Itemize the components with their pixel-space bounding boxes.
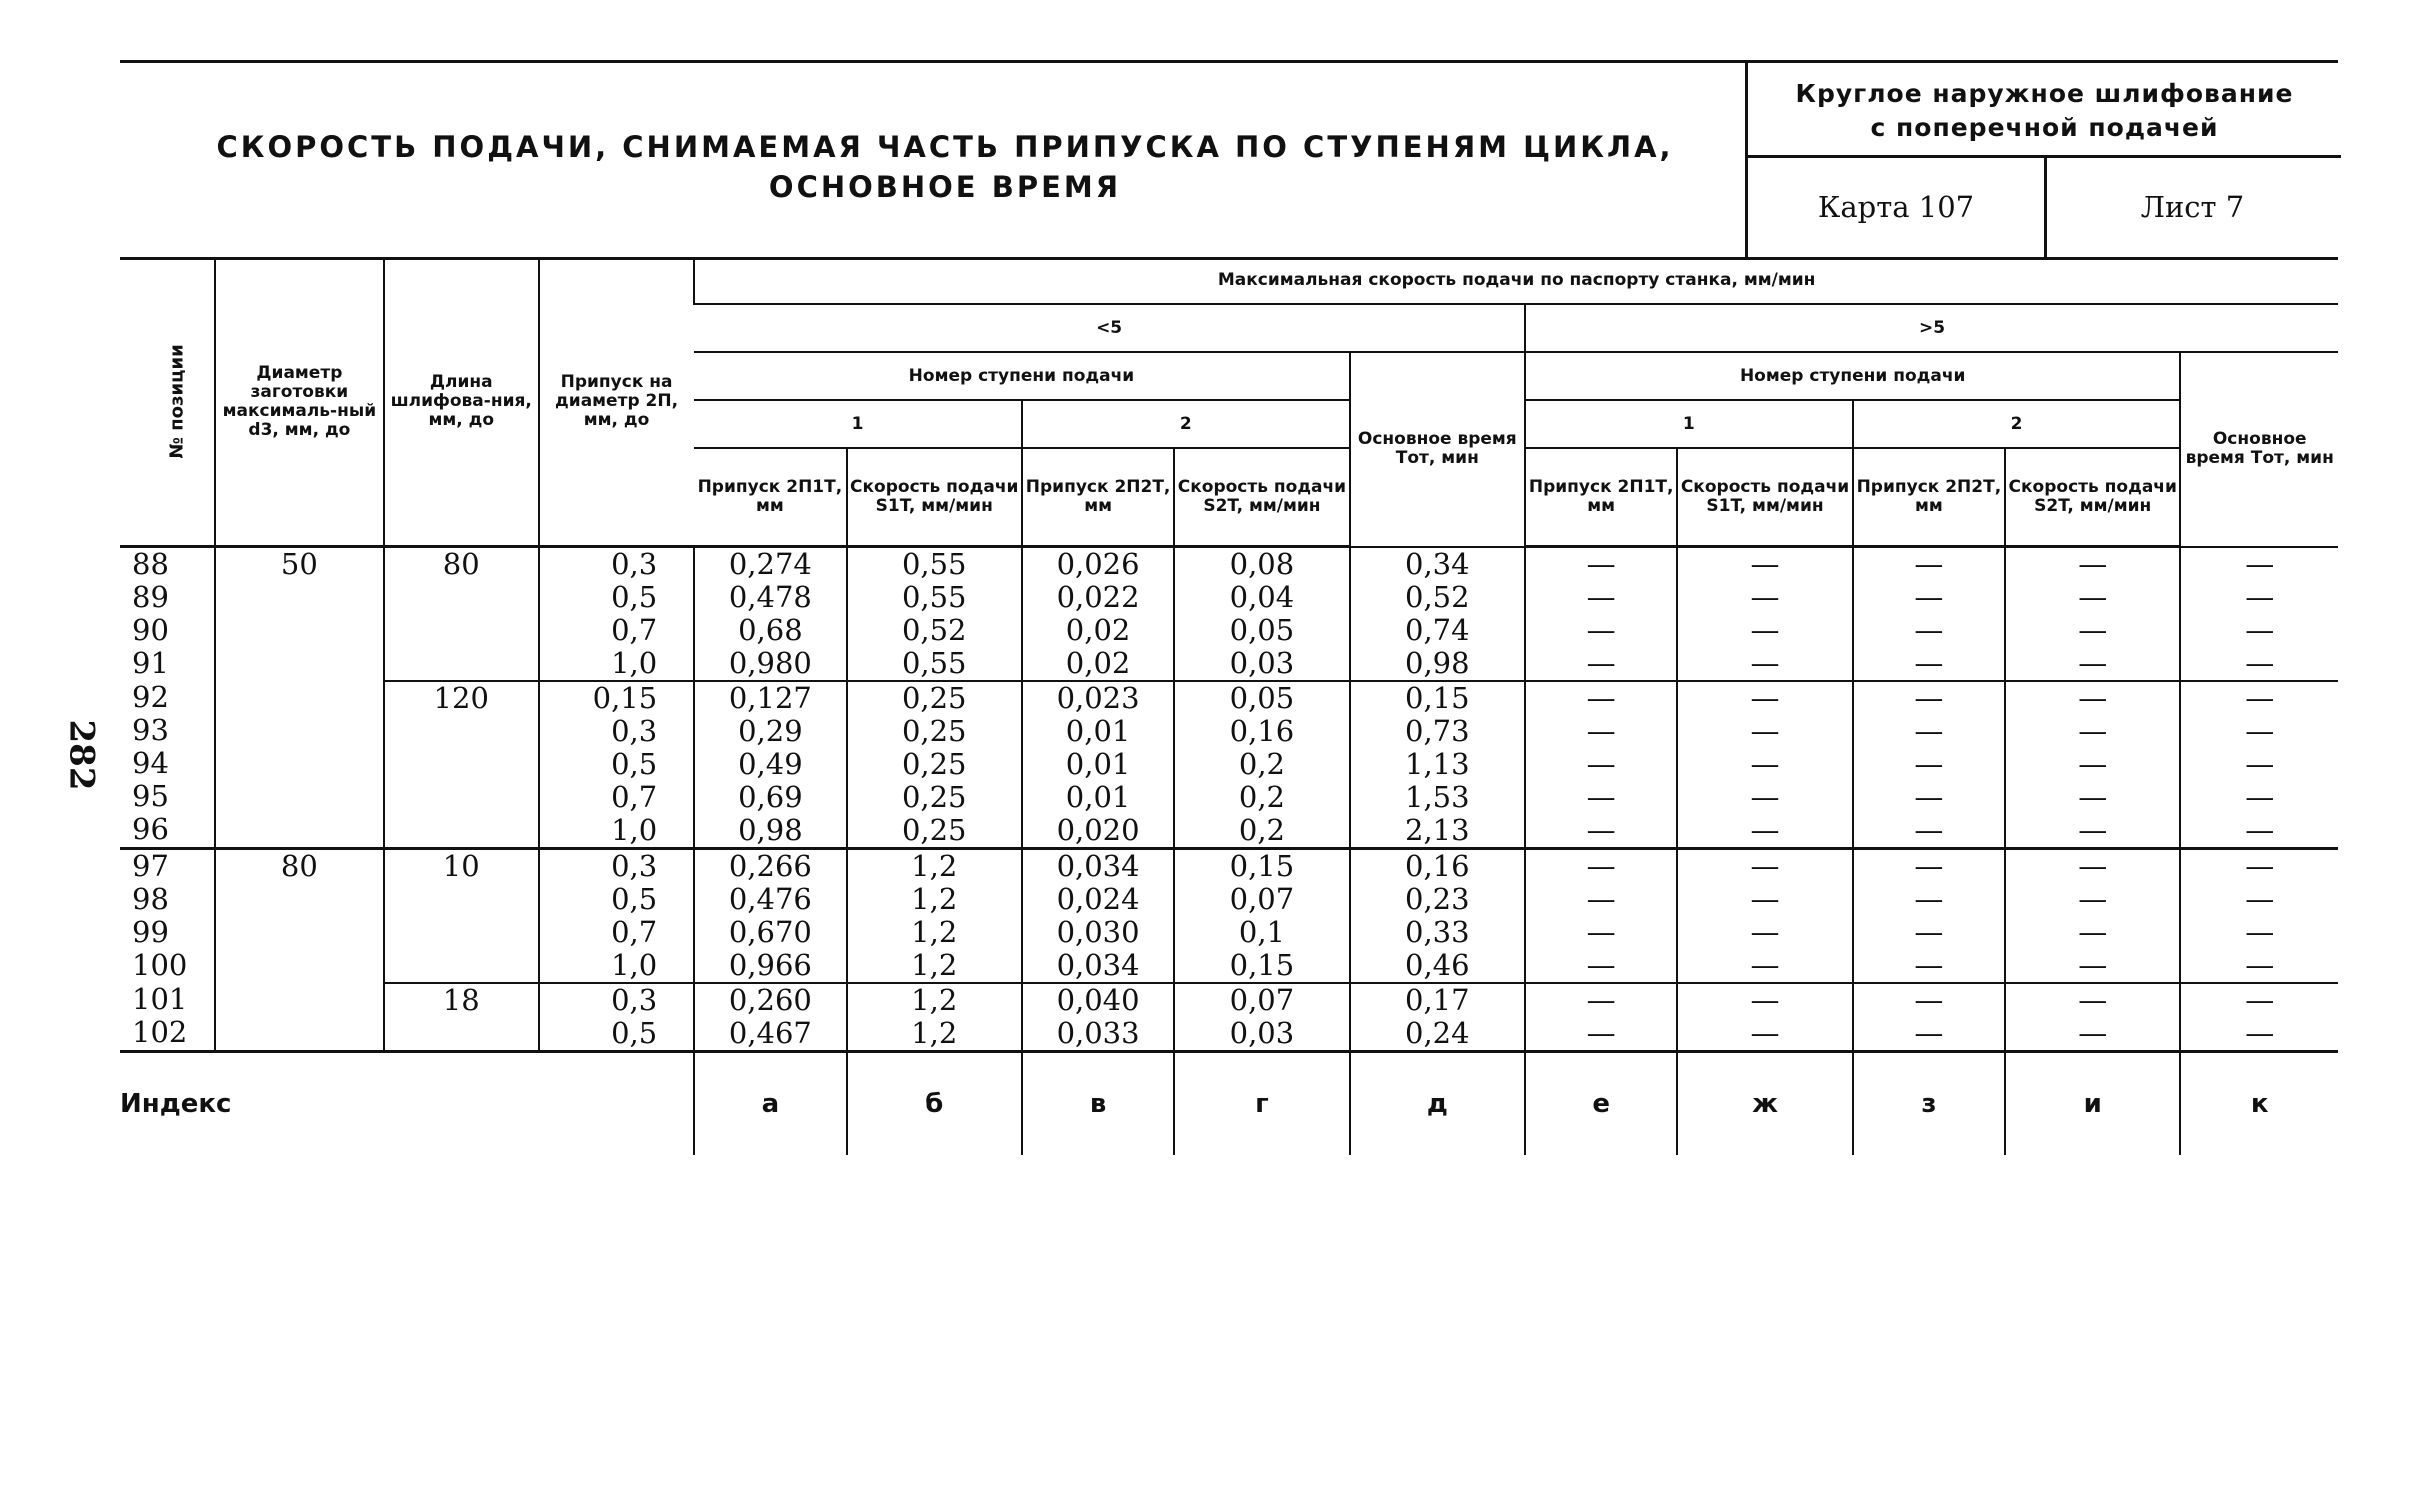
dash-value: — (1586, 948, 1616, 982)
speed2-value: 0,04 (1229, 580, 1295, 614)
dash-value: — (1914, 983, 1944, 1017)
table-row-group (120, 547, 2338, 682)
dash-cell (1853, 849, 2005, 984)
allow2-value: 0,020 (1056, 813, 1140, 847)
data-table (120, 258, 2338, 1155)
dash-value: — (2245, 747, 2275, 781)
step-1-header-lt5: 1 (694, 400, 1022, 448)
index-label: Индекс (120, 1052, 694, 1156)
speed2-value: 0,03 (1229, 1016, 1295, 1050)
dash-value: — (1914, 1016, 1944, 1050)
dash-value: — (1586, 547, 1616, 581)
table-header (120, 258, 2338, 547)
allowance-value: 0,5 (611, 1016, 658, 1050)
dash-value: — (2078, 547, 2108, 581)
allowance-value: 1,0 (611, 948, 658, 982)
dash-value: — (2245, 546, 2275, 581)
dash-value: — (1914, 813, 1944, 847)
allowance-cell (539, 849, 694, 984)
speed1-cell (847, 547, 1022, 682)
time-value: 0,73 (1405, 714, 1470, 748)
dash-cell (1525, 983, 1677, 1052)
dash-value: — (2245, 849, 2275, 883)
diameter-cell (215, 983, 383, 1052)
allow2-value: 0,01 (1065, 714, 1131, 748)
position-cell (120, 681, 215, 849)
speed2-value: 0,16 (1229, 714, 1295, 748)
dash-cell (1677, 983, 1852, 1052)
allow1-value: 0,467 (728, 1016, 812, 1050)
index-letter: в (1022, 1052, 1174, 1156)
dash-value: — (2078, 613, 2108, 647)
allow1-value: 0,127 (728, 681, 812, 715)
index-letter: ж (1677, 1052, 1852, 1156)
dash-value: — (2245, 813, 2275, 847)
dash-value: — (2245, 948, 2275, 982)
dash-cell (2005, 983, 2180, 1052)
allowance-cell (539, 547, 694, 682)
dash-value: — (1586, 882, 1616, 916)
time-cell (1350, 681, 1525, 849)
index-letter: и (2005, 1052, 2180, 1156)
dash-cell (1525, 547, 1677, 682)
position-value: 94 (132, 746, 169, 780)
col-diameter-header: Диаметр заготовки максималь-ный d3, мм, до (215, 258, 383, 547)
position-cell (120, 983, 215, 1052)
dash-value: — (1586, 747, 1616, 781)
dash-value: — (1750, 714, 1780, 748)
time-value: 0,23 (1405, 882, 1470, 916)
allowance-value: 0,3 (611, 983, 658, 1017)
dash-cell (1525, 849, 1677, 984)
table-row-group (120, 849, 2338, 984)
position-value: 100 (132, 948, 188, 982)
dash-cell (2005, 849, 2180, 984)
dash-value: — (1914, 714, 1944, 748)
dash-value: — (1750, 747, 1780, 781)
category-line-1: Круглое наружное шлифование (1795, 79, 2294, 108)
speed1-cell (847, 849, 1022, 984)
allow2-cell (1022, 547, 1174, 682)
allowance-1-header: Припуск 2П1Т, мм (1525, 448, 1677, 547)
time-value: 0,33 (1405, 915, 1470, 949)
speed1-value: 1,2 (911, 882, 958, 916)
dash-cell (2180, 983, 2338, 1052)
table-body (120, 547, 2338, 1156)
allow2-value: 0,026 (1056, 547, 1140, 581)
dash-value: — (1586, 613, 1616, 647)
speed2-value: 0,05 (1229, 681, 1295, 715)
dash-value: — (1586, 580, 1616, 614)
position-value: 89 (132, 580, 169, 614)
position-value: 101 (132, 982, 188, 1016)
time-cell (1350, 849, 1525, 984)
allow1-cell (694, 983, 846, 1052)
category-line-2: с поперечной подачей (1870, 113, 2219, 142)
speed1-value: 1,2 (911, 983, 958, 1017)
allow1-value: 0,29 (738, 714, 803, 748)
dash-value: — (1914, 646, 1944, 680)
dash-value: — (2078, 780, 2108, 814)
dash-cell (1853, 681, 2005, 849)
dash-value: — (2245, 645, 2275, 680)
allowance-2-header: Припуск 2П2Т, мм (1853, 448, 2005, 547)
index-letter: к (2180, 1052, 2338, 1156)
length-cell: 120 (384, 681, 539, 849)
allowance-value: 1,0 (611, 813, 658, 847)
step-number-header-gt5: Номер ступени подачи (1525, 352, 2180, 400)
allow2-value: 0,022 (1056, 580, 1140, 614)
dash-cell (1677, 849, 1852, 984)
dash-value: — (1750, 780, 1780, 814)
page-number: 282 (61, 719, 102, 791)
dash-value: — (2078, 948, 2108, 982)
dash-cell (2005, 547, 2180, 682)
speed2-value: 0,1 (1238, 915, 1285, 949)
col-position-header: № позиции (120, 258, 215, 547)
title-line-2: ОСНОВНОЕ ВРЕМЯ (768, 170, 1122, 204)
time-value: 2,13 (1405, 813, 1470, 847)
step-2-header-gt5: 2 (1853, 400, 2181, 448)
dash-value: — (1914, 580, 1944, 614)
allow1-value: 0,260 (728, 983, 812, 1017)
dash-value: — (1586, 983, 1616, 1017)
dash-value: — (1914, 681, 1944, 715)
speed2-value: 0,05 (1229, 613, 1295, 647)
index-row (120, 1052, 2338, 1156)
dash-value: — (1750, 948, 1780, 982)
speed1-value: 0,52 (901, 613, 967, 647)
dash-value: — (2078, 1016, 2108, 1050)
dash-value: — (1586, 813, 1616, 847)
allow2-cell (1022, 849, 1174, 984)
dash-value: — (2245, 882, 2275, 916)
dash-value: — (2078, 813, 2108, 847)
main-time-header-gt5: Основное время Tот, мин (2180, 352, 2338, 547)
position-cell (120, 849, 215, 984)
speed1-cell (847, 681, 1022, 849)
speed2-value: 0,2 (1238, 780, 1285, 814)
diameter-cell (215, 681, 383, 849)
allowance-value: 0,7 (611, 613, 658, 647)
table-row-group (120, 983, 2338, 1052)
dash-value: — (2245, 579, 2275, 614)
position-value: 90 (132, 613, 169, 647)
allow1-value: 0,980 (728, 646, 812, 680)
dash-value: — (1586, 681, 1616, 715)
sheet-number: Лист 7 (2140, 190, 2245, 224)
dash-value: — (2245, 915, 2275, 949)
allowance-2-header: Припуск 2П2Т, мм (1022, 448, 1174, 547)
dash-cell (2180, 547, 2338, 682)
allowance-cell (539, 983, 694, 1052)
speed2-value: 0,07 (1229, 882, 1295, 916)
allow1-cell (694, 547, 846, 682)
position-value: 102 (132, 1015, 188, 1049)
dash-value: — (1750, 580, 1780, 614)
allowance-value: 0,5 (611, 747, 658, 781)
header-block (120, 60, 2338, 260)
dash-value: — (1586, 1016, 1616, 1050)
dash-value: — (2078, 882, 2108, 916)
dash-value: — (1914, 780, 1944, 814)
dash-value: — (2078, 983, 2108, 1017)
dash-value: — (2245, 1016, 2275, 1050)
speed2-value: 0,08 (1229, 547, 1295, 581)
dash-value: — (2078, 646, 2108, 680)
dash-value: — (1914, 747, 1944, 781)
dash-value: — (1750, 646, 1780, 680)
dash-value: — (2245, 780, 2275, 814)
allow2-value: 0,033 (1056, 1016, 1140, 1050)
allow2-value: 0,024 (1056, 882, 1140, 916)
card-number: Карта 107 (1817, 190, 1975, 224)
speed2-value: 0,07 (1229, 983, 1295, 1017)
diameter-cell: 80 (215, 849, 383, 984)
dash-value: — (1750, 813, 1780, 847)
dash-cell (2180, 849, 2338, 984)
diameter-cell: 50 (215, 547, 383, 682)
position-value: 98 (132, 882, 169, 916)
allow2-value: 0,034 (1056, 948, 1140, 982)
time-value: 0,16 (1405, 849, 1470, 883)
dash-value: — (2078, 915, 2108, 949)
index-letter: е (1525, 1052, 1677, 1156)
dash-cell (2180, 681, 2338, 849)
dash-value: — (2078, 747, 2108, 781)
speed2-cell (1174, 681, 1349, 849)
index-letter: з (1853, 1052, 2005, 1156)
dash-value: — (1750, 983, 1780, 1017)
position-value: 93 (132, 713, 169, 747)
col-allowance-header: Припуск на диаметр 2П, мм, до (539, 258, 694, 547)
allowance-value: 1,0 (611, 646, 658, 680)
speed2-value: 0,03 (1229, 646, 1295, 680)
speed1-value: 0,25 (901, 780, 967, 814)
dash-value: — (1750, 1016, 1780, 1050)
step-number-header-lt5: Номер ступени подачи (694, 352, 1349, 400)
dash-value: — (2078, 714, 2108, 748)
speed1-value: 1,2 (911, 849, 958, 883)
allow1-value: 0,98 (738, 813, 803, 847)
dash-value: — (1914, 915, 1944, 949)
allow1-value: 0,478 (728, 580, 812, 614)
speed2-value: 0,2 (1238, 747, 1285, 781)
allow2-cell (1022, 983, 1174, 1052)
speed2-cell (1174, 547, 1349, 682)
index-letter: г (1174, 1052, 1349, 1156)
speed1-value: 0,55 (901, 547, 967, 581)
speed2-cell (1174, 849, 1349, 984)
position-value: 92 (132, 680, 169, 714)
dash-value: — (1914, 948, 1944, 982)
allow2-cell (1022, 681, 1174, 849)
allow1-value: 0,670 (728, 915, 812, 949)
dash-value: — (2245, 681, 2275, 715)
allowance-value: 0,7 (611, 780, 658, 814)
dash-value: — (2078, 580, 2108, 614)
speed1-value: 0,55 (901, 580, 967, 614)
allow2-value: 0,040 (1056, 983, 1140, 1017)
time-value: 0,74 (1405, 612, 1470, 647)
allow2-value: 0,034 (1056, 849, 1140, 883)
allowance-value: 0,5 (611, 580, 658, 614)
position-value: 97 (132, 849, 169, 883)
dash-cell (1853, 983, 2005, 1052)
dash-cell (1677, 547, 1852, 682)
index-letter: б (847, 1052, 1022, 1156)
time-value: 1,13 (1405, 747, 1470, 781)
dash-value: — (2078, 681, 2108, 715)
speed1-cell (847, 983, 1022, 1052)
col-length-header: Длина шлифова-ния, мм, до (384, 258, 539, 547)
step-2-header-lt5: 2 (1022, 400, 1350, 448)
dash-value: — (2245, 983, 2275, 1017)
allow1-value: 0,69 (738, 780, 803, 814)
allowance-value: 0,7 (611, 915, 658, 949)
dash-value: — (1586, 915, 1616, 949)
allowance-value: 0,5 (611, 882, 658, 916)
allow1-cell (694, 681, 846, 849)
allow1-value: 0,274 (728, 547, 812, 581)
allowance-value: 0,3 (611, 547, 658, 581)
allow1-value: 0,476 (728, 882, 812, 916)
allow2-value: 0,030 (1056, 915, 1140, 949)
speed1-value: 1,2 (911, 1016, 958, 1050)
document-title (180, 127, 1710, 207)
allow2-value: 0,02 (1065, 613, 1131, 647)
time-value: 0,46 (1405, 948, 1470, 982)
speed-1-header: Скорость подачи S1T, мм/мин (1677, 448, 1852, 547)
speed2-value: 0,15 (1229, 849, 1295, 883)
dash-value: — (1914, 613, 1944, 647)
speed1-value: 1,2 (911, 948, 958, 982)
dash-value: — (1750, 613, 1780, 647)
length-cell: 80 (384, 547, 539, 682)
time-cell (1350, 547, 1525, 682)
index-letter: а (694, 1052, 846, 1156)
speed2-cell (1174, 983, 1349, 1052)
speed1-value: 0,25 (901, 813, 967, 847)
speed1-value: 1,2 (911, 915, 958, 949)
main-time-header-lt5: Основное время Tот, мин (1350, 352, 1525, 547)
allowance-value: 0,3 (611, 849, 658, 883)
category-title (1748, 77, 2341, 157)
allow1-cell (694, 849, 846, 984)
dash-value: — (1586, 849, 1616, 883)
speed1-value: 0,55 (901, 646, 967, 680)
dash-cell (2005, 681, 2180, 849)
allow2-value: 0,01 (1065, 780, 1131, 814)
allow1-value: 0,966 (728, 948, 812, 982)
allow2-value: 0,02 (1065, 646, 1131, 680)
speed2-value: 0,2 (1238, 813, 1285, 847)
dash-value: — (1750, 547, 1780, 581)
dash-value: — (1750, 849, 1780, 883)
allow1-value: 0,68 (738, 613, 803, 647)
position-value: 88 (132, 547, 169, 581)
position-value: 91 (132, 646, 169, 680)
speed1-value: 0,25 (901, 747, 967, 781)
speed-2-header: Скорость подачи S2T, мм/мин (1174, 448, 1349, 547)
dash-value: — (1914, 849, 1944, 883)
length-cell: 10 (384, 849, 539, 984)
time-value: 0,52 (1405, 579, 1470, 614)
time-value: 0,98 (1405, 645, 1470, 680)
dash-value: — (1586, 714, 1616, 748)
dash-value: — (1750, 882, 1780, 916)
title-line-1: СКОРОСТЬ ПОДАЧИ, СНИМАЕМАЯ ЧАСТЬ ПРИПУСКА ПО СТУПЕНЯМ ЦИКЛА, (216, 130, 1674, 164)
allow2-value: 0,01 (1065, 747, 1131, 781)
dash-value: — (1750, 915, 1780, 949)
speed-2-header: Скорость подачи S2T, мм/мин (2005, 448, 2180, 547)
dash-value: — (2245, 612, 2275, 647)
allowance-cell (539, 681, 694, 849)
allow1-value: 0,49 (738, 747, 803, 781)
dash-value: — (1586, 646, 1616, 680)
dash-cell (1677, 681, 1852, 849)
dash-value: — (1750, 681, 1780, 715)
position-value: 99 (132, 915, 169, 949)
dash-cell (1853, 547, 2005, 682)
table-row-group (120, 681, 2338, 849)
time-cell (1350, 983, 1525, 1052)
dash-value: — (2245, 714, 2275, 748)
index-letter: д (1350, 1052, 1525, 1156)
step-1-header-gt5: 1 (1525, 400, 1853, 448)
position-value: 95 (132, 779, 169, 813)
header-info-box (1745, 63, 2341, 257)
allowance-1-header: Припуск 2П1Т, мм (694, 448, 846, 547)
speed2-value: 0,15 (1229, 948, 1295, 982)
position-value: 96 (132, 812, 169, 846)
allow2-value: 0,023 (1056, 681, 1140, 715)
length-cell: 18 (384, 983, 539, 1052)
speed1-value: 0,25 (901, 714, 967, 748)
time-value: 1,53 (1405, 780, 1470, 814)
speed1-value: 0,25 (901, 681, 967, 715)
allow1-value: 0,266 (728, 849, 812, 883)
dash-value: — (1914, 547, 1944, 581)
time-value: 0,34 (1405, 546, 1470, 581)
allowance-value: 0,3 (611, 714, 658, 748)
lt5-header: <5 (694, 304, 1525, 352)
dash-value: — (1914, 882, 1944, 916)
time-value: 0,17 (1405, 983, 1470, 1017)
dash-value: — (1586, 780, 1616, 814)
allowance-value: 0,15 (592, 681, 658, 715)
dash-cell (1525, 681, 1677, 849)
time-value: 0,15 (1405, 681, 1470, 715)
speed-1-header: Скорость подачи S1T, мм/мин (847, 448, 1022, 547)
max-speed-header: Максимальная скорость подачи по паспорту станка, мм/мин (694, 258, 2338, 304)
dash-value: — (2078, 849, 2108, 883)
gt5-header: >5 (1525, 304, 2338, 352)
position-cell (120, 547, 215, 682)
time-value: 0,24 (1405, 1016, 1470, 1050)
